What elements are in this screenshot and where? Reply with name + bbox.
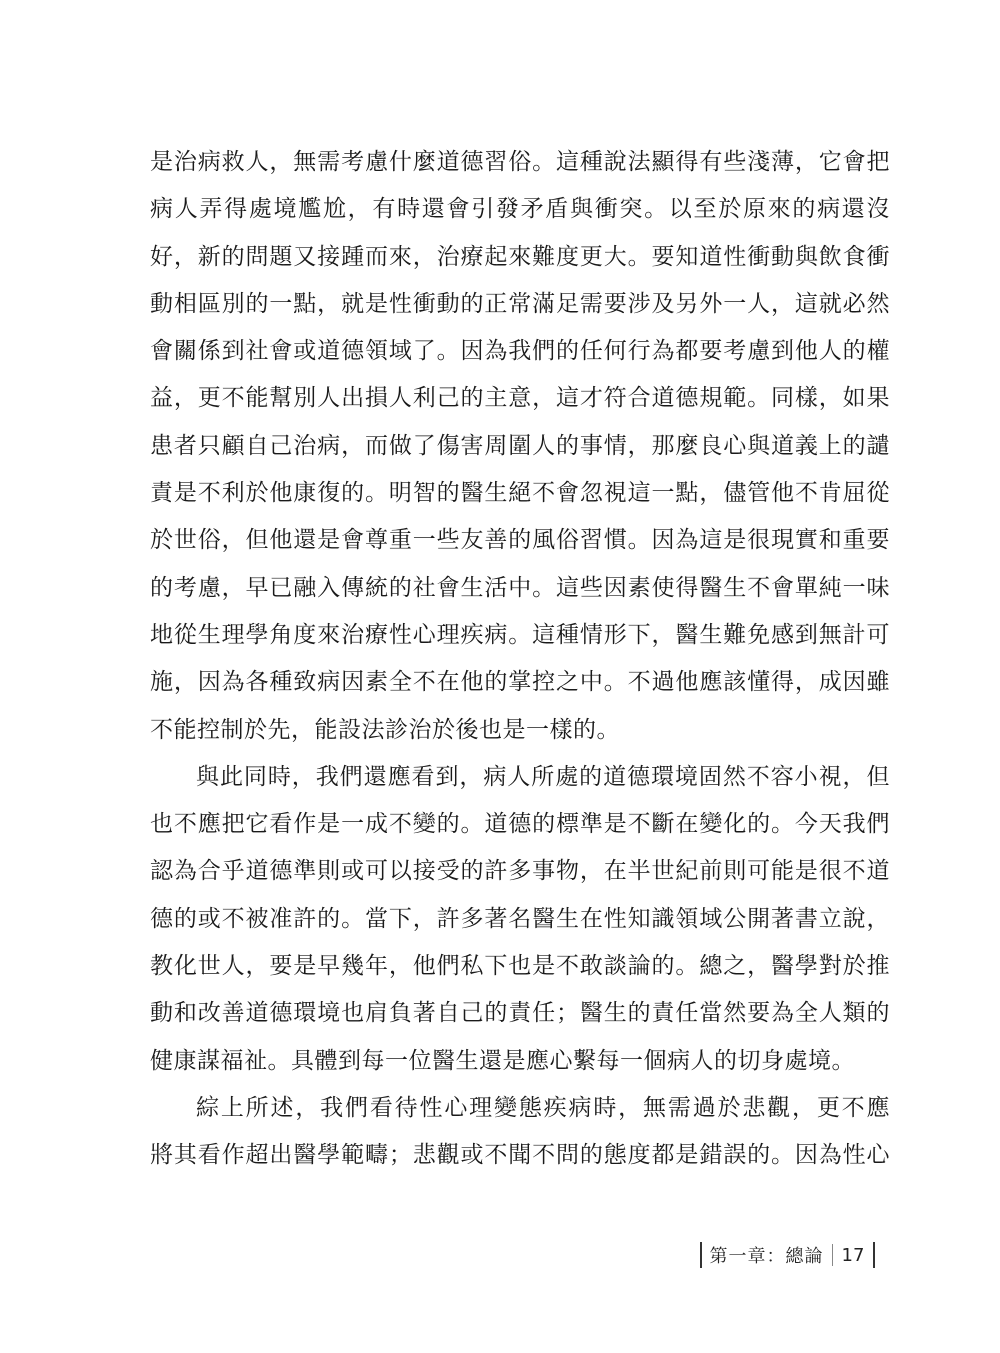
text-line: 認為合乎道德準則或可以接受的許多事物，在半世紀前則可能是很不道 bbox=[150, 858, 890, 885]
chapter-title: 第一章：總論 bbox=[709, 1246, 824, 1267]
text-line: 教化世人，要是早幾年，他們私下也是不敢談論的。總之，醫學對於推 bbox=[150, 953, 890, 980]
body-text bbox=[150, 139, 890, 1180]
footer-divider-middle bbox=[832, 1244, 833, 1266]
text-line: 也不應把它看作是一成不變的。道德的標準是不斷在變化的。今天我們 bbox=[150, 811, 890, 838]
text-line: 是治病救人，無需考慮什麼道德習俗。這種說法顯得有些淺薄，它會把 bbox=[150, 149, 890, 175]
text-line: 於世俗，但他還是會尊重一些友善的風俗習慣。因為這是很現實和重要 bbox=[150, 527, 890, 554]
page-number: 17 bbox=[841, 1244, 865, 1266]
paragraph bbox=[150, 1085, 890, 1180]
text-line: 施，因為各種致病因素全不在他的掌控之中。不過他應該懂得，成因雖 bbox=[150, 669, 890, 696]
text-line: 益，更不能幫別人出損人利己的主意，這才符合道德規範。同樣，如果 bbox=[150, 385, 890, 412]
paragraph bbox=[150, 139, 890, 754]
text-line: 將其看作超出醫學範疇；悲觀或不聞不問的態度都是錯誤的。因為性心 bbox=[150, 1142, 890, 1169]
text-line: 的考慮，早已融入傳統的社會生活中。這些因素使得醫生不會單純一味 bbox=[150, 574, 890, 601]
text-line: 好，新的問題又接踵而來，治療起來難度更大。要知道性衝動與飲食衝 bbox=[150, 243, 890, 270]
text-line: 責是不利於他康復的。明智的醫生絕不會忽視這一點，儘管他不肯屈從 bbox=[150, 480, 890, 507]
page-footer bbox=[700, 1238, 875, 1272]
text-line: 地從生理學角度來治療性心理疾病。這種情形下，醫生難免感到無計可 bbox=[150, 621, 890, 648]
text-line: 會關係到社會或道德領域了。因為我們的任何行為都要考慮到他人的權 bbox=[150, 338, 890, 365]
text-line: 病人弄得處境尷尬，有時還會引發矛盾與衝突。以至於原來的病還沒 bbox=[150, 196, 890, 223]
text-line: 患者只顧自己治病，而做了傷害周圍人的事情，那麼良心與道義上的譴 bbox=[150, 432, 890, 459]
footer-divider-left bbox=[700, 1242, 702, 1268]
text-line: 德的或不被准許的。當下，許多著名醫生在性知識領域公開著書立說， bbox=[150, 905, 890, 932]
text-line: 綜上所述，我們看待性心理變態疾病時，無需過於悲觀，更不應 bbox=[196, 1094, 890, 1121]
footer-divider-right bbox=[873, 1242, 875, 1268]
text-line: 與此同時，我們還應看到，病人所處的道德環境固然不容小視，但 bbox=[196, 763, 890, 790]
text-line: 健康謀福祉。具體到每一位醫生還是應心繫每一個病人的切身處境。 bbox=[150, 1047, 855, 1074]
text-line: 不能控制於先，能設法診治於後也是一樣的。 bbox=[150, 716, 620, 743]
text-line: 動和改善道德環境也肩負著自己的責任；醫生的責任當然要為全人類的 bbox=[150, 1000, 890, 1027]
paragraph bbox=[150, 754, 890, 1085]
text-line: 動相區別的一點，就是性衝動的正常滿足需要涉及另外一人，這就必然 bbox=[150, 290, 890, 317]
